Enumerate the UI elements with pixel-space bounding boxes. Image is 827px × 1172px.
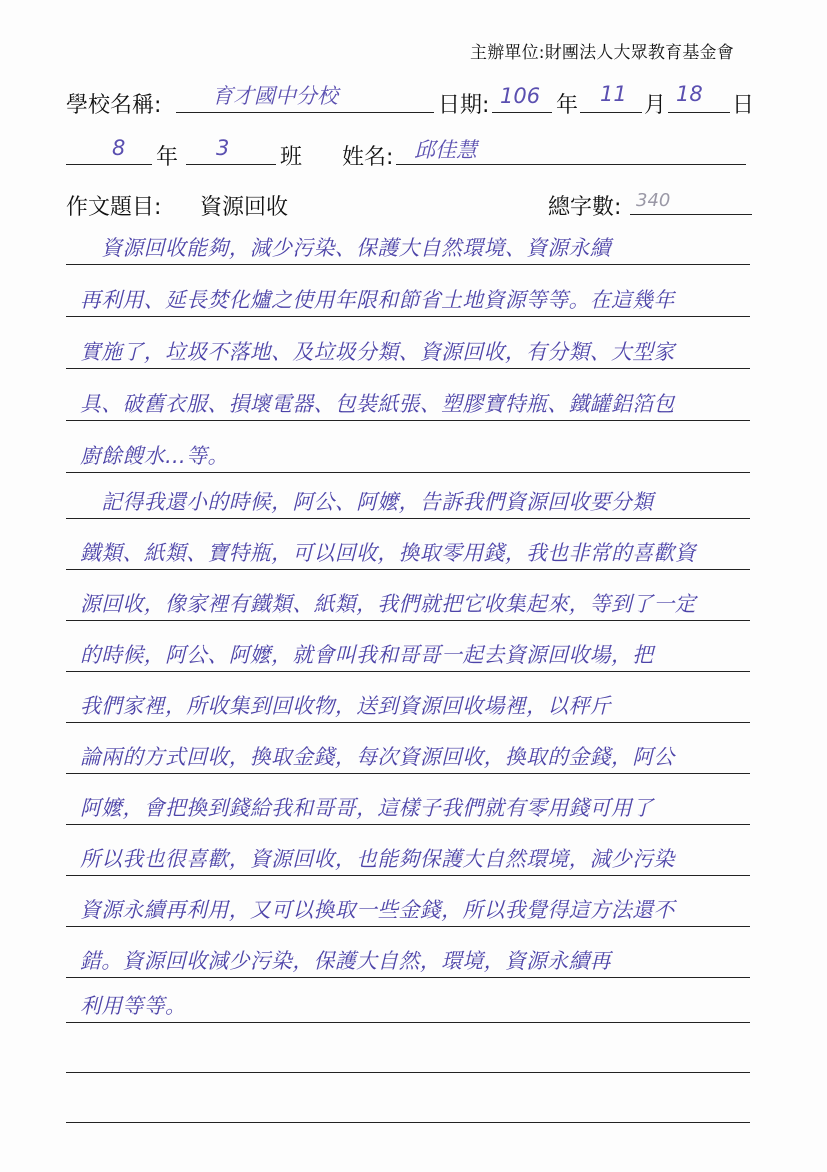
essay-line: 記得我還小的時候，阿公、阿嬤，告訴我們資源回收要分類 bbox=[80, 490, 654, 514]
essay-line: 我們家裡，所收集到回收物，送到資源回收場裡，以秤斤 bbox=[80, 694, 612, 718]
essay-line: 論兩的方式回收，換取金錢，每次資源回收，換取的金錢，阿公 bbox=[80, 745, 675, 769]
grade-underline bbox=[66, 164, 152, 165]
essay-rule bbox=[66, 875, 750, 876]
day-underline bbox=[668, 112, 730, 113]
wordcount-value: 340 bbox=[636, 190, 671, 211]
wordcount-underline bbox=[630, 214, 752, 215]
date-label: 日期: bbox=[438, 93, 490, 118]
month-unit: 月 bbox=[644, 93, 667, 118]
essay-line: 源回收，像家裡有鐵類、紙類，我們就把它收集起來，等到了一定 bbox=[80, 592, 697, 616]
day-unit: 日 bbox=[732, 93, 755, 118]
essay-rule bbox=[66, 569, 750, 570]
class-underline bbox=[186, 164, 276, 165]
essay-rule bbox=[66, 977, 750, 978]
essay-rule bbox=[66, 518, 750, 519]
essay-rule bbox=[66, 671, 750, 672]
essay-rule bbox=[66, 1072, 750, 1073]
essay-rule bbox=[66, 420, 750, 421]
essay-line: 再利用、延長焚化爐之使用年限和節省土地資源等等。在這幾年 bbox=[80, 288, 675, 312]
essay-line: 具、破舊衣服、損壞電器、包裝紙張、塑膠寶特瓶、鐵罐鋁箔包 bbox=[80, 392, 675, 416]
essay-rule bbox=[66, 1122, 750, 1123]
essay-line: 實施了，垃圾不落地、及垃圾分類、資源回收，有分類、大型家 bbox=[80, 340, 675, 364]
essay-line: 資源回收能夠，減少污染、保護大自然環境、資源永續 bbox=[80, 236, 612, 260]
month-underline bbox=[580, 112, 642, 113]
essay-line: 利用等等。 bbox=[80, 994, 187, 1018]
class-value: 3 bbox=[216, 136, 230, 160]
school-label: 學校名稱: bbox=[66, 93, 162, 118]
sponsor-line: 主辦單位:財團法人大眾教育基金會 bbox=[470, 43, 734, 63]
essay-rule bbox=[66, 824, 750, 825]
month-value: 11 bbox=[600, 82, 627, 106]
year-unit: 年 bbox=[556, 93, 579, 118]
essay-line: 錯。資源回收減少污染，保護大自然，環境，資源永續再 bbox=[80, 949, 612, 973]
essay-line: 的時候，阿公、阿嬤，就會叫我和哥哥一起去資源回收場，把 bbox=[80, 643, 654, 667]
essay-rule bbox=[66, 620, 750, 621]
school-value: 育才國中分校 bbox=[212, 84, 338, 108]
essay-line: 廚餘餿水…等。 bbox=[80, 444, 229, 468]
essay-line: 資源永續再利用，又可以換取一些金錢，所以我覺得這方法還不 bbox=[80, 898, 675, 922]
essay-line: 所以我也很喜歡，資源回收，也能夠保護大自然環境，減少污染 bbox=[80, 847, 675, 871]
essay-rule bbox=[66, 1022, 750, 1023]
year-value: 106 bbox=[500, 84, 541, 108]
year-underline bbox=[492, 112, 552, 113]
name-underline bbox=[396, 164, 746, 165]
grade-unit: 年 bbox=[156, 145, 179, 170]
day-value: 18 bbox=[676, 82, 703, 106]
essay-rule bbox=[66, 368, 750, 369]
essay-rule bbox=[66, 722, 750, 723]
class-unit: 班 bbox=[280, 145, 303, 170]
essay-rule bbox=[66, 316, 750, 317]
essay-rule bbox=[66, 926, 750, 927]
name-label: 姓名: bbox=[342, 145, 394, 170]
wordcount-label: 總字數: bbox=[548, 195, 622, 220]
name-value: 邱佳慧 bbox=[414, 138, 477, 162]
essay-rule bbox=[66, 472, 750, 473]
essay-rule bbox=[66, 264, 750, 265]
essay-rule bbox=[66, 773, 750, 774]
school-underline bbox=[176, 112, 434, 113]
topic-value: 資源回收 bbox=[200, 195, 289, 220]
essay-line: 阿嬤，會把換到錢給我和哥哥，這樣子我們就有零用錢可用了 bbox=[80, 796, 654, 820]
essay-line: 鐵類、紙類、寶特瓶，可以回收，換取零用錢，我也非常的喜歡資 bbox=[80, 541, 697, 565]
grade-value: 8 bbox=[112, 136, 126, 160]
topic-label: 作文題目: bbox=[66, 195, 162, 220]
